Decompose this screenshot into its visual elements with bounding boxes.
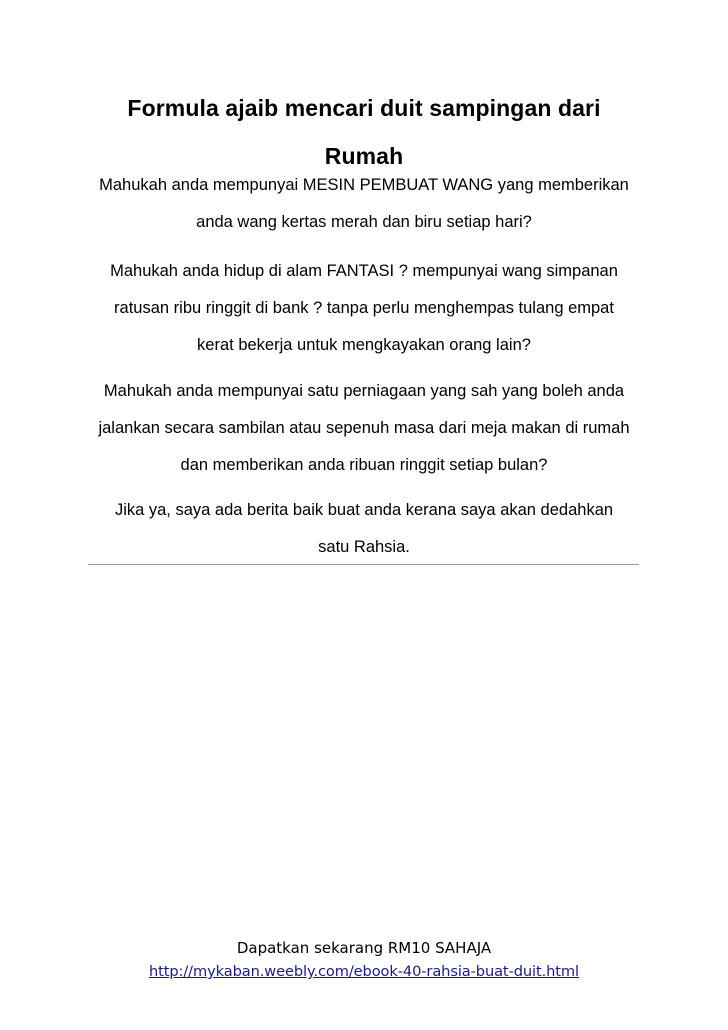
page-footer: [88, 936, 640, 984]
intro-paragraph-3: Mahukah anda mempunyai satu perniagaan yang sah yang boleh anda jalankan secara sambilan atau sepenuh masa dari meja makan di rumah dan memberikan anda ribuan ringgit setiap bulan?: [98, 382, 630, 474]
intro-paragraph-4: Jika ya, saya ada berita baik buat anda kerana saya akan dedahkan satu Rahsia.: [114, 501, 614, 556]
document-title: Formula ajaib mencari duit sampingan dari Rumah: [127, 95, 601, 169]
intro-paragraph-2: Mahukah anda hidup di alam FANTASI ? mempunyai wang simpanan ratusan ribu ringgit di bank ? tanpa perlu menghempas tulang empat kerat bekerja untuk mengkayakan orang lain?: [110, 262, 618, 354]
footer-call-to-action: Dapatkan sekarang RM10 SAHAJA: [236, 939, 492, 957]
horizontal-divider: [88, 564, 639, 565]
ebook-link[interactable]: http://mykaban.weebly.com/ebook-40-rahsia-buat-duit.html: [148, 963, 579, 980]
intro-paragraph-1: Mahukah anda mempunyai MESIN PEMBUAT WANG yang memberikan anda wang kertas merah dan biru setiap hari?: [99, 176, 629, 231]
